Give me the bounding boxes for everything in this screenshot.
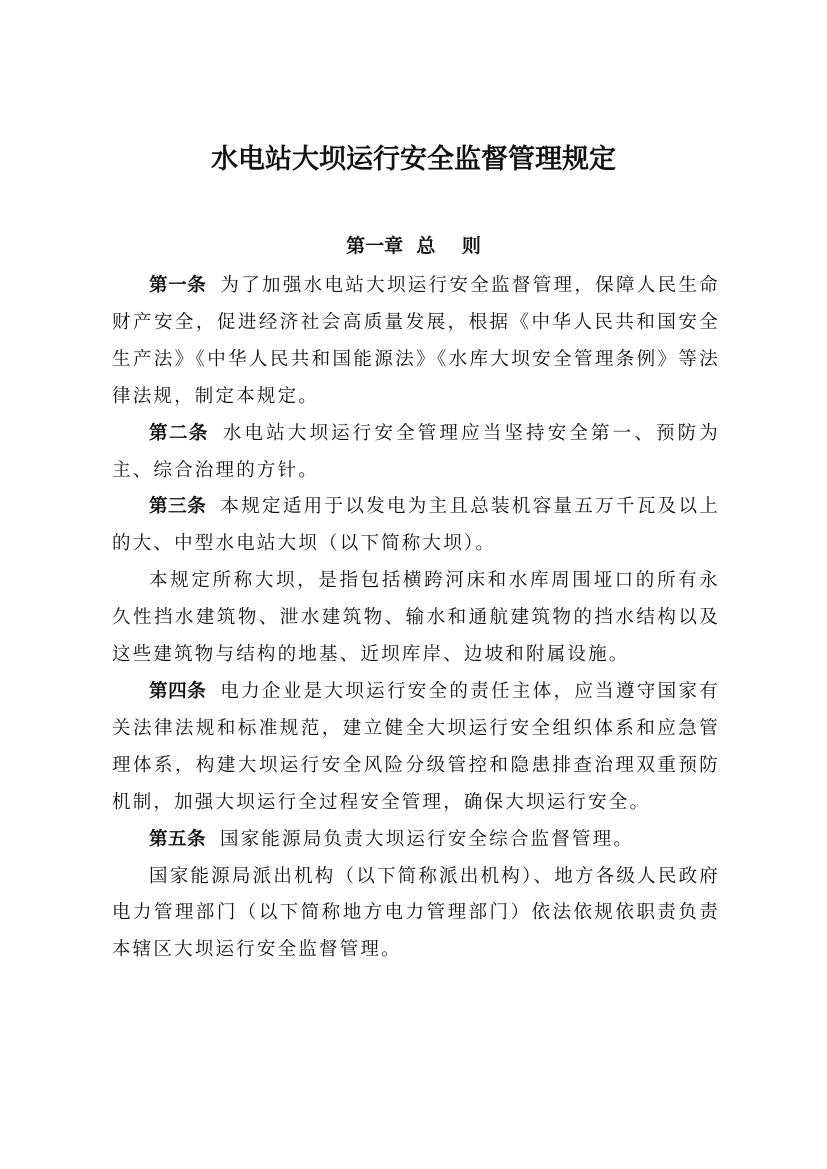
article-5-paragraph xyxy=(112,822,720,859)
article-label: 第五条 xyxy=(149,828,207,850)
document-body xyxy=(112,268,720,969)
article-3-continuation-paragraph xyxy=(112,563,720,674)
article-5-continuation-paragraph xyxy=(112,859,720,970)
article-1-paragraph xyxy=(112,268,720,416)
article-label: 第三条 xyxy=(149,496,207,518)
article-text: 电力企业是大坝运行安全的责任主体，应当遵守国家有关法律法规和标准规范，建立健全大坝运行安全组织体系和应急管理体系，构建大坝运行安全风险分级管控和隐患排查治理双重预防机制，加强大坝运行全过程安全管理，确保大坝运行安全。 xyxy=(112,680,720,813)
paragraph-text: 国家能源局派出机构（以下简称派出机构）、地方各级人民政府电力管理部门（以下简称地方电力管理部门）依法依规依职责负责本辖区大坝运行安全监督管理。 xyxy=(112,865,720,961)
paragraph-text: 本规定所称大坝，是指包括横跨河床和水库周围垭口的所有永久性挡水建筑物、泄水建筑物、输水和通航建筑物的挡水结构以及这些建筑物与结构的地基、近坝库岸、边坡和附属设施。 xyxy=(112,570,720,666)
article-label: 第四条 xyxy=(149,680,207,702)
article-text: 为了加强水电站大坝运行安全监督管理，保障人民生命财产安全，促进经济社会高质量发展，根据《中华人民共和国安全生产法》《中华人民共和国能源法》《水库大坝安全管理条例》等法律法规，制定本规定。 xyxy=(112,275,720,407)
article-text: 国家能源局负责大坝运行安全综合监督管理。 xyxy=(220,828,635,850)
article-3-paragraph xyxy=(112,489,720,563)
chapter-heading: 第一章 总 则 xyxy=(346,235,481,257)
article-4-paragraph xyxy=(112,674,720,822)
article-2-paragraph xyxy=(112,416,720,490)
document-title: 水电站大坝运行安全监督管理规定 xyxy=(211,144,616,175)
article-text: 本规定适用于以发电为主且总装机容量五万千瓦及以上的大、中型水电站大坝（以下简称大坝）。 xyxy=(112,496,720,555)
article-label: 第一条 xyxy=(149,275,207,296)
article-text: 水电站大坝运行安全管理应当坚持安全第一、预防为主、综合治理的方针。 xyxy=(112,422,720,481)
article-label: 第二条 xyxy=(149,422,209,444)
